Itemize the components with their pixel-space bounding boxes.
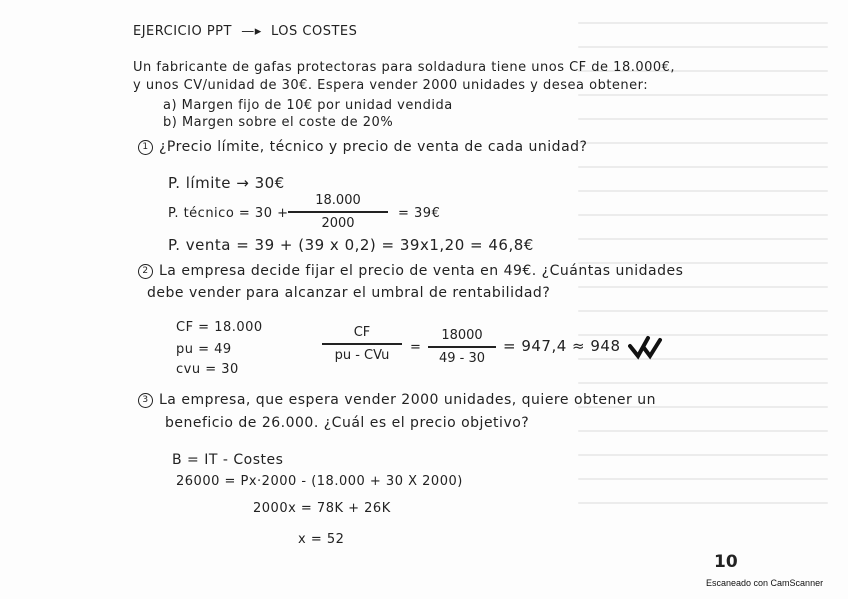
question-number-1: 1 [138,140,153,155]
header-arrow: —▸ [241,24,262,39]
profit-equation: B = IT - Costes [172,452,284,468]
precio-tecnico-label: P. técnico = 30 + [168,206,289,221]
formula-numerator: CF [353,325,371,340]
page-number: 10 [714,552,738,572]
question-number-2: 2 [138,264,153,279]
option-b: b) Margen sobre el coste de 20% [163,115,394,130]
question-1 [138,139,587,155]
question-2 [138,263,683,279]
precio-tecnico-result: = 39€ [398,206,441,221]
question-3-text-2: beneficio de 26.000. ¿Cuál es el precio objetivo? [165,415,530,431]
value-numerator: 18000 [441,328,483,343]
question-number-3: 3 [138,393,153,408]
header-title: EJERCICIO PPT [133,24,232,39]
profit-simplified: 2000x = 78K + 26K [253,501,391,516]
formula-denominator: pu - CVu [334,347,390,363]
breakeven-value-fraction [428,328,496,366]
header-subtitle: LOS COSTES [271,24,358,39]
equals-sign: = [410,340,422,355]
question-2-text-2: debe vender para alcanzar el umbral de rentabilidad? [147,285,551,301]
precio-venta: P. venta = 39 + (39 x 0,2) = 39x1,20 = 46,8€ [168,236,534,254]
target-price-result: x = 52 [298,532,345,547]
checkmark-icon [628,334,664,360]
precio-limite: P. límite → 30€ [168,174,285,192]
statement-line-2: y unos CV/unidad de 30€. Espera vender 2000 unidades y desea obtener: [133,78,649,93]
question-3 [138,392,656,408]
fraction-numerator: 18.000 [315,193,361,208]
profit-expansion: 26000 = Px·2000 - (18.000 + 30 X 2000) [176,474,463,489]
fraction-denominator: 2000 [321,215,355,231]
header [133,24,357,39]
breakeven-result: = 947,4 ≈ 948 [503,337,621,355]
scanner-watermark: Escaneado con CamScanner [706,578,824,588]
cvu-value: cvu = 30 [176,362,239,377]
cf-value: CF = 18.000 [176,320,263,335]
pu-value: pu = 49 [176,342,232,357]
breakeven-formula-fraction [322,325,402,363]
precio-tecnico-fraction [288,193,388,231]
statement-line-1: Un fabricante de gafas protectoras para soldadura tiene unos CF de 18.000€, [133,60,676,75]
value-bar [428,346,496,348]
formula-bar [322,343,402,345]
fraction-bar [288,211,388,213]
question-3-text-1: La empresa, que espera vender 2000 unidades, quiere obtener un [159,392,656,408]
value-denominator: 49 - 30 [438,350,486,366]
question-1-text: ¿Precio límite, técnico y precio de venta de cada unidad? [159,139,588,155]
option-a: a) Margen fijo de 10€ por unidad vendida [163,98,453,113]
question-2-text-1: La empresa decide fijar el precio de venta en 49€. ¿Cuántas unidades [159,263,684,279]
